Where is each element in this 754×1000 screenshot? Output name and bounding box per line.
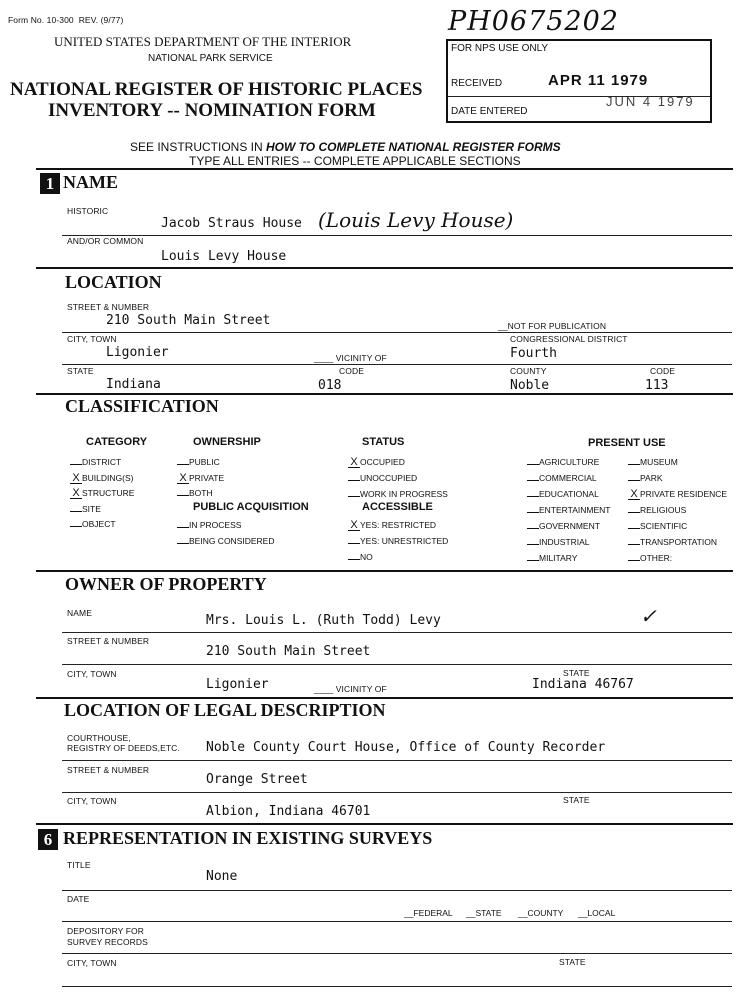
owner-street-label: STREET & NUMBER bbox=[67, 636, 150, 646]
accessible-option[interactable] bbox=[348, 520, 436, 531]
present-use-option[interactable] bbox=[628, 553, 672, 563]
status-label: OCCUPIED bbox=[360, 457, 405, 467]
present-use-label: SCIENTIFIC bbox=[640, 521, 688, 531]
present-use-option[interactable] bbox=[527, 473, 597, 483]
status-head: STATUS bbox=[362, 436, 405, 448]
courthouse-value: Noble County Court House, Office of County Recorder bbox=[206, 740, 606, 755]
legal-state-label: STATE bbox=[563, 795, 590, 805]
present-use-head: PRESENT USE bbox=[588, 437, 666, 449]
received-label: RECEIVED bbox=[451, 78, 503, 89]
owner-vicinity: ____ VICINITY OF bbox=[314, 684, 387, 694]
present-use-label: ENTERTAINMENT bbox=[539, 505, 611, 515]
present-use-label: PARK bbox=[640, 473, 663, 483]
status-option[interactable] bbox=[348, 489, 448, 499]
ownership-label: BOTH bbox=[189, 488, 213, 498]
not-for-publication: __NOT FOR PUBLICATION bbox=[498, 321, 607, 331]
accessible-mark bbox=[348, 543, 360, 544]
historic-label: HISTORIC bbox=[67, 206, 109, 216]
accessible-label: NO bbox=[360, 552, 373, 562]
present-use-option[interactable] bbox=[628, 537, 717, 547]
accessible-label: YES: RESTRICTED bbox=[360, 520, 437, 530]
present-use-mark bbox=[527, 464, 539, 465]
ownership-label: PUBLIC bbox=[189, 457, 220, 467]
category-option[interactable] bbox=[70, 519, 116, 529]
section-title-legal: LOCATION OF LEGAL DESCRIPTION bbox=[64, 700, 386, 720]
owner-state-value: Indiana 46767 bbox=[532, 677, 634, 692]
ownership-mark: X bbox=[177, 474, 189, 484]
legal-city-label: CITY, TOWN bbox=[67, 796, 117, 806]
form-title-line1: NATIONAL REGISTER OF HISTORIC PLACES bbox=[10, 79, 423, 100]
category-label: SITE bbox=[82, 503, 101, 514]
status-option[interactable] bbox=[348, 457, 405, 468]
survey-title-label: TITLE bbox=[67, 860, 91, 870]
ownership-head: OWNERSHIP bbox=[193, 436, 261, 448]
accessible-head: ACCESSIBLE bbox=[362, 501, 433, 513]
acquisition-option[interactable] bbox=[177, 520, 241, 530]
section-title-owner: OWNER OF PROPERTY bbox=[65, 574, 267, 594]
acquisition-mark bbox=[177, 543, 189, 544]
present-use-mark bbox=[628, 544, 640, 545]
present-use-option[interactable] bbox=[527, 537, 590, 547]
common-value: Louis Levy House bbox=[161, 249, 287, 264]
category-mark bbox=[70, 464, 82, 465]
owner-name-value: Mrs. Louis L. (Ruth Todd) Levy bbox=[206, 613, 441, 628]
owner-state-label: STATE bbox=[563, 668, 590, 678]
instructions-line1: SEE INSTRUCTIONS IN HOW TO COMPLETE NATIONAL REGISTER FORMS bbox=[130, 140, 561, 154]
present-use-label: GOVERNMENT bbox=[539, 521, 600, 531]
handwritten-id: PH0675202 bbox=[448, 6, 619, 37]
owner-city-label: CITY, TOWN bbox=[67, 669, 117, 679]
present-use-option[interactable] bbox=[527, 457, 599, 467]
ownership-option[interactable] bbox=[177, 488, 213, 498]
survey-level-county[interactable]: __COUNTY bbox=[518, 908, 564, 918]
present-use-option[interactable] bbox=[628, 489, 727, 500]
acquisition-label: BEING CONSIDERED bbox=[189, 536, 275, 546]
section-title-location: LOCATION bbox=[65, 272, 162, 292]
present-use-mark bbox=[527, 528, 539, 529]
location-street-label: STREET & NUMBER bbox=[67, 302, 150, 312]
status-option[interactable] bbox=[348, 473, 417, 483]
section-title-classification: CLASSIFICATION bbox=[65, 396, 219, 416]
survey-state-label: STATE bbox=[559, 957, 586, 967]
section-title-surveys: REPRESENTATION IN EXISTING SURVEYS bbox=[63, 828, 433, 848]
present-use-mark bbox=[527, 544, 539, 545]
survey-city-label: CITY, TOWN bbox=[67, 958, 117, 968]
present-use-option[interactable] bbox=[527, 489, 599, 499]
present-use-mark bbox=[628, 512, 640, 513]
present-use-option[interactable] bbox=[628, 521, 687, 531]
present-use-mark bbox=[527, 496, 539, 497]
present-use-label: AGRICULTURE bbox=[539, 457, 600, 467]
category-label: DISTRICT bbox=[82, 457, 122, 467]
legal-city-value: Albion, Indiana 46701 bbox=[206, 804, 371, 819]
legal-street-value: Orange Street bbox=[206, 772, 308, 787]
county-label: COUNTY bbox=[510, 366, 547, 376]
owner-street-value: 210 South Main Street bbox=[206, 644, 371, 659]
accessible-mark: X bbox=[348, 521, 360, 531]
present-use-option[interactable] bbox=[527, 521, 600, 531]
county-code-value: 113 bbox=[645, 378, 669, 393]
acquisition-option[interactable] bbox=[177, 536, 275, 546]
category-mark bbox=[70, 511, 82, 512]
present-use-mark bbox=[527, 560, 539, 561]
accessible-label: YES: UNRESTRICTED bbox=[360, 536, 449, 546]
present-use-mark: X bbox=[628, 490, 640, 500]
accessible-mark bbox=[348, 559, 360, 560]
accessible-option[interactable] bbox=[348, 552, 373, 562]
category-option[interactable] bbox=[70, 457, 121, 467]
status-mark: X bbox=[348, 458, 360, 468]
historic-handwritten: (Louis Levy House) bbox=[318, 208, 514, 232]
instructions-line2: TYPE ALL ENTRIES -- COMPLETE APPLICABLE SECTIONS bbox=[189, 154, 521, 168]
ownership-label: PRIVATE bbox=[189, 472, 225, 483]
present-use-label: MILITARY bbox=[539, 553, 578, 563]
historic-value: Jacob Straus House bbox=[161, 216, 302, 231]
present-use-label: TRANSPORTATION bbox=[640, 537, 717, 547]
date-entered-label: DATE ENTERED bbox=[451, 106, 528, 117]
category-mark: X bbox=[70, 489, 82, 499]
checkmark-icon: ✓ bbox=[640, 604, 657, 628]
present-use-label: EDUCATIONAL bbox=[539, 489, 599, 499]
location-vicinity: ____ VICINITY OF bbox=[314, 353, 387, 363]
depository-label-1: DEPOSITORY FOR bbox=[67, 926, 144, 936]
category-mark: X bbox=[70, 474, 82, 484]
ownership-option[interactable] bbox=[177, 473, 224, 484]
department-name: UNITED STATES DEPARTMENT OF THE INTERIOR bbox=[54, 34, 352, 49]
ownership-option[interactable] bbox=[177, 457, 220, 467]
congressional-value: Fourth bbox=[510, 346, 557, 361]
nps-use-box bbox=[446, 39, 712, 123]
survey-level-local[interactable]: __LOCAL bbox=[578, 908, 616, 918]
section-number-6: 6 bbox=[38, 829, 58, 850]
status-label: WORK IN PROGRESS bbox=[360, 489, 448, 499]
legal-street-label: STREET & NUMBER bbox=[67, 765, 150, 775]
section-title-name: NAME bbox=[63, 172, 118, 192]
common-label: AND/OR COMMON bbox=[67, 236, 144, 246]
survey-title-value: None bbox=[206, 869, 238, 884]
acquisition-mark bbox=[177, 527, 189, 528]
congressional-label: CONGRESSIONAL DISTRICT bbox=[510, 334, 628, 344]
category-label: OBJECT bbox=[82, 519, 116, 529]
present-use-mark bbox=[527, 512, 539, 513]
courthouse-label-2: REGISTRY OF DEEDS,ETC. bbox=[67, 743, 180, 753]
survey-level-state[interactable]: __STATE bbox=[466, 908, 502, 918]
category-option[interactable] bbox=[70, 473, 133, 484]
nps-box-label: FOR NPS USE ONLY bbox=[451, 43, 549, 54]
acquisition-head: PUBLIC ACQUISITION bbox=[193, 501, 309, 513]
present-use-mark bbox=[628, 480, 640, 481]
owner-city-value: Ligonier bbox=[206, 677, 269, 692]
status-mark bbox=[348, 496, 360, 497]
state-code-value: 018 bbox=[318, 378, 342, 393]
acquisition-label: IN PROCESS bbox=[189, 520, 242, 530]
ownership-mark bbox=[177, 495, 189, 496]
survey-level-federal[interactable]: __FEDERAL bbox=[404, 908, 453, 918]
location-city-label: CITY, TOWN bbox=[67, 334, 117, 344]
present-use-mark bbox=[628, 528, 640, 529]
present-use-mark bbox=[628, 464, 640, 465]
state-code-label: CODE bbox=[339, 366, 364, 376]
present-use-option[interactable] bbox=[628, 505, 686, 515]
location-street-value: 210 South Main Street bbox=[106, 313, 271, 328]
category-head: CATEGORY bbox=[86, 436, 148, 448]
status-label: UNOCCUPIED bbox=[360, 473, 418, 483]
accessible-option[interactable] bbox=[348, 536, 448, 546]
courthouse-label-1: COURTHOUSE, bbox=[67, 733, 131, 743]
category-label: BUILDING(S) bbox=[82, 472, 134, 483]
present-use-option[interactable] bbox=[527, 505, 610, 515]
survey-date-label: DATE bbox=[67, 894, 90, 904]
service-name: NATIONAL PARK SERVICE bbox=[148, 53, 273, 64]
county-value: Noble bbox=[510, 378, 550, 393]
location-city-value: Ligonier bbox=[106, 345, 169, 360]
present-use-mark bbox=[527, 480, 539, 481]
category-mark bbox=[70, 526, 82, 527]
entered-stamp: JUN 4 1979 bbox=[606, 94, 695, 109]
owner-name-label: NAME bbox=[67, 608, 92, 618]
present-use-label: COMMERCIAL bbox=[539, 473, 597, 483]
present-use-option[interactable] bbox=[628, 457, 678, 467]
status-mark bbox=[348, 480, 360, 481]
depository-label-2: SURVEY RECORDS bbox=[67, 937, 148, 947]
section-number-1: 1 bbox=[40, 173, 60, 194]
present-use-label: RELIGIOUS bbox=[640, 505, 687, 515]
present-use-mark bbox=[628, 560, 640, 561]
location-state-label: STATE bbox=[67, 366, 94, 376]
present-use-label: OTHER: bbox=[640, 553, 673, 563]
form-number: Form No. 10-300 REV. (9/77) bbox=[8, 15, 124, 25]
location-state-value: Indiana bbox=[106, 377, 161, 392]
category-option[interactable] bbox=[70, 488, 134, 499]
present-use-label: MUSEUM bbox=[640, 457, 678, 467]
present-use-option[interactable] bbox=[527, 553, 577, 563]
received-stamp: APR 11 1979 bbox=[548, 72, 649, 89]
present-use-option[interactable] bbox=[628, 473, 663, 483]
county-code-label: CODE bbox=[650, 366, 675, 376]
category-label: STRUCTURE bbox=[82, 488, 135, 498]
category-option[interactable] bbox=[70, 504, 101, 514]
present-use-label: INDUSTRIAL bbox=[539, 537, 590, 547]
ownership-mark bbox=[177, 464, 189, 465]
form-title-line2: INVENTORY -- NOMINATION FORM bbox=[48, 100, 376, 121]
present-use-label: PRIVATE RESIDENCE bbox=[640, 489, 728, 499]
